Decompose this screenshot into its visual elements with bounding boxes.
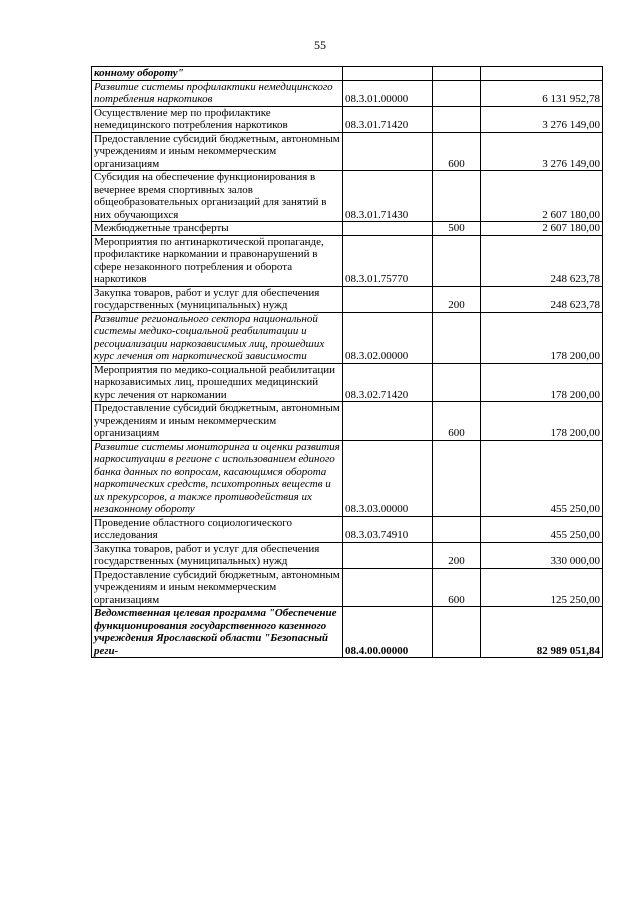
row-name: Предоставление субсидий бюджетным, автономным учреждениям и иным некоммерческим организациям — [92, 568, 343, 607]
table-row — [92, 363, 603, 402]
row-name: Развитие регионального сектора национальной системы медико-социальной реабилитации и ресоциализации наркозависимых лиц, прошедших курс лечения от наркотической зависимости — [92, 312, 343, 363]
row-code: 08.4.00.00000 — [343, 607, 433, 658]
table-row — [92, 132, 603, 171]
row-name: конному обороту" — [92, 67, 343, 81]
row-expense-type: 600 — [433, 568, 481, 607]
row-name: Предоставление субсидий бюджетным, автономным учреждениям и иным некоммерческим организациям — [92, 402, 343, 441]
row-code — [343, 286, 433, 312]
row-name: Закупка товаров, работ и услуг для обеспечения государственных (муниципальных) нужд — [92, 542, 343, 568]
row-expense-type: 600 — [433, 132, 481, 171]
row-expense-type — [433, 106, 481, 132]
table-row — [92, 286, 603, 312]
row-name: Межбюджетные трансферты — [92, 222, 343, 236]
row-expense-type: 500 — [433, 222, 481, 236]
row-code: 08.3.01.71430 — [343, 171, 433, 222]
row-sum: 3 276 149,00 — [481, 106, 603, 132]
row-expense-type — [433, 312, 481, 363]
row-code: 08.3.02.71420 — [343, 363, 433, 402]
table-row — [92, 542, 603, 568]
budget-table — [91, 66, 603, 658]
row-sum: 82 989 051,84 — [481, 607, 603, 658]
row-sum: 178 200,00 — [481, 363, 603, 402]
row-expense-type — [433, 235, 481, 286]
row-code — [343, 542, 433, 568]
row-expense-type — [433, 80, 481, 106]
table-row — [92, 67, 603, 81]
row-name: Осуществление мер по профилактике немедицинского потребления наркотиков — [92, 106, 343, 132]
table-row — [92, 235, 603, 286]
row-sum: 178 200,00 — [481, 312, 603, 363]
table-row — [92, 106, 603, 132]
row-expense-type — [433, 67, 481, 81]
row-sum: 2 607 180,00 — [481, 171, 603, 222]
page-number: 55 — [314, 38, 326, 52]
row-name: Закупка товаров, работ и услуг для обеспечения государственных (муниципальных) нужд — [92, 286, 343, 312]
table-row — [92, 80, 603, 106]
row-code — [343, 402, 433, 441]
table-row — [92, 516, 603, 542]
row-expense-type — [433, 607, 481, 658]
row-name: Субсидия на обеспечение функционирования в вечернее время спортивных залов общеобразовательных организаций для занятий в них обучающихся — [92, 171, 343, 222]
row-sum: 455 250,00 — [481, 516, 603, 542]
row-sum: 178 200,00 — [481, 402, 603, 441]
row-name: Мероприятия по антинаркотической пропаганде, профилактике наркомании и правонарушений в сфере незаконного потребления и оборота наркотиков — [92, 235, 343, 286]
budget-table-body — [92, 67, 603, 658]
row-sum: 455 250,00 — [481, 440, 603, 516]
row-sum — [481, 67, 603, 81]
row-code: 08.3.02.00000 — [343, 312, 433, 363]
row-expense-type: 200 — [433, 286, 481, 312]
row-name: Развитие системы мониторинга и оценки развития наркоситуации в регионе с использованием единого банка данных по вопросам, касающимся оборота наркотических средств, психотропных веществ и их прекурсоров, а также противодействия их незаконному обороту — [92, 440, 343, 516]
row-code — [343, 132, 433, 171]
row-sum: 3 276 149,00 — [481, 132, 603, 171]
row-code — [343, 222, 433, 236]
row-sum: 2 607 180,00 — [481, 222, 603, 236]
row-name: Ведомственная целевая программа "Обеспечение функционирования государственного казенного учреждения Ярославской области "Безопасный реги- — [92, 607, 343, 658]
row-code: 08.3.01.00000 — [343, 80, 433, 106]
row-sum: 6 131 952,78 — [481, 80, 603, 106]
table-row — [92, 171, 603, 222]
row-sum: 248 623,78 — [481, 286, 603, 312]
row-name: Развитие системы профилактики немедицинского потребления наркотиков — [92, 80, 343, 106]
table-row — [92, 440, 603, 516]
row-name: Предоставление субсидий бюджетным, автономным учреждениям и иным некоммерческим организациям — [92, 132, 343, 171]
table-row — [92, 312, 603, 363]
row-code — [343, 568, 433, 607]
row-name: Мероприятия по медико-социальной реабилитации наркозависимых лиц, прошедших медицинский курс лечения от наркомании — [92, 363, 343, 402]
row-sum: 248 623,78 — [481, 235, 603, 286]
row-code — [343, 67, 433, 81]
table-row — [92, 607, 603, 658]
table-row — [92, 222, 603, 236]
row-expense-type: 600 — [433, 402, 481, 441]
row-name: Проведение областного социологического исследования — [92, 516, 343, 542]
row-expense-type — [433, 363, 481, 402]
row-sum: 125 250,00 — [481, 568, 603, 607]
row-code: 08.3.01.71420 — [343, 106, 433, 132]
row-expense-type — [433, 440, 481, 516]
row-code: 08.3.03.74910 — [343, 516, 433, 542]
table-row — [92, 568, 603, 607]
row-expense-type — [433, 516, 481, 542]
row-expense-type: 200 — [433, 542, 481, 568]
table-row — [92, 402, 603, 441]
row-expense-type — [433, 171, 481, 222]
row-sum: 330 000,00 — [481, 542, 603, 568]
row-code: 08.3.03.00000 — [343, 440, 433, 516]
row-code: 08.3.01.75770 — [343, 235, 433, 286]
